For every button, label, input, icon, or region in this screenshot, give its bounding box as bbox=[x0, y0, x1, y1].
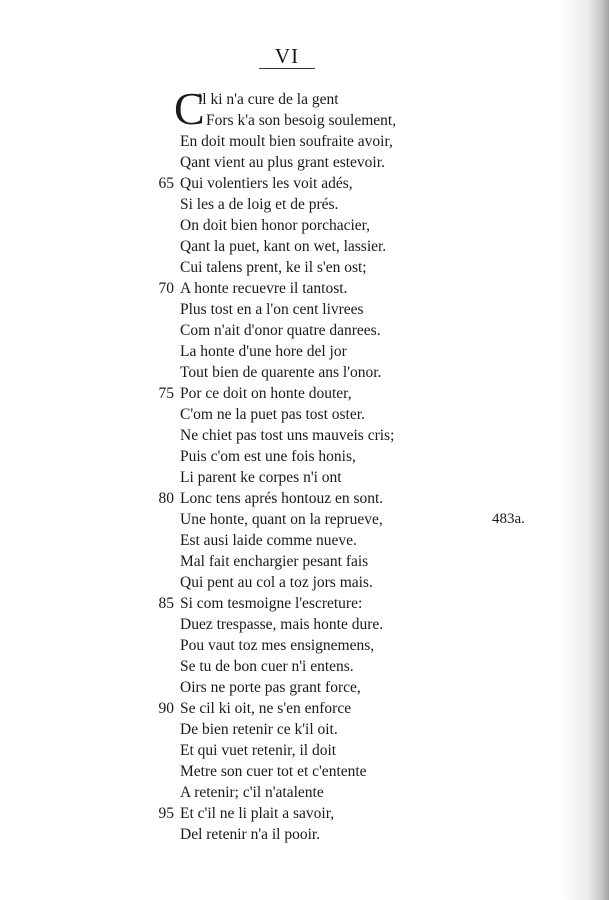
verse-text: Est ausi laide comme nueve. bbox=[180, 532, 357, 549]
verse-text: Qant vient au plus grant estevoir. bbox=[180, 154, 385, 171]
verse-text: Qant la puet, kant on wet, lassier. bbox=[180, 238, 387, 255]
verse-text: Pou vaut toz mes ensignemens, bbox=[180, 637, 375, 654]
verse-text: Et c'il ne li plait a savoir, bbox=[180, 805, 335, 822]
verse-line bbox=[0, 782, 609, 803]
verse-line bbox=[0, 614, 609, 635]
verse-line bbox=[0, 110, 609, 131]
verse-text: Li parent ke corpes n'i ont bbox=[180, 469, 342, 486]
verse-text: Del retenir n'a il pooir. bbox=[180, 826, 321, 843]
verse-line bbox=[0, 677, 609, 698]
verse-text: Metre son cuer tot et c'entente bbox=[180, 763, 367, 780]
verse-text: Se tu de bon cuer n'i entens. bbox=[180, 658, 354, 675]
heading-rule bbox=[259, 68, 315, 69]
verse-line bbox=[0, 215, 609, 236]
verse-line bbox=[0, 425, 609, 446]
verse-line bbox=[0, 824, 609, 845]
line-number: 80 bbox=[158, 490, 174, 507]
verse-text: A retenir; c'il n'atalente bbox=[180, 784, 324, 801]
page-heading: VI bbox=[274, 44, 300, 68]
verse-text: Tout bien de quarente ans l'onor. bbox=[180, 364, 382, 381]
verse-line bbox=[0, 152, 609, 173]
verse-line bbox=[0, 341, 609, 362]
verse-text: Ne chiet pas tost uns mauveis cris; bbox=[180, 427, 395, 444]
verse-text: Si com tesmoigne l'escreture: bbox=[180, 595, 363, 612]
verse-line bbox=[0, 656, 609, 677]
verse-line bbox=[0, 509, 609, 530]
line-number: 70 bbox=[158, 280, 174, 297]
verse-text: Plus tost en a l'on cent livrees bbox=[180, 301, 364, 318]
verse-text: Fors k'a son besoig soulement, bbox=[206, 112, 397, 129]
verse-text: Cui talens prent, ke il s'en ost; bbox=[180, 259, 367, 276]
verse-text: Qui volentiers les voit adés, bbox=[180, 175, 353, 192]
verse-text: Por ce doit on honte douter, bbox=[180, 385, 352, 402]
verse-line bbox=[0, 488, 609, 509]
line-number: 65 bbox=[158, 175, 174, 192]
verse-line bbox=[0, 551, 609, 572]
verse-line bbox=[0, 572, 609, 593]
verse-text: Com n'ait d'onor quatre danrees. bbox=[180, 322, 381, 339]
verse-text: De bien retenir ce k'il oit. bbox=[180, 721, 338, 738]
verse-line bbox=[0, 194, 609, 215]
verse-text: A honte recuevre il tantost. bbox=[180, 280, 348, 297]
verse-line bbox=[0, 698, 609, 719]
line-number: 75 bbox=[158, 385, 174, 402]
verse-line bbox=[0, 299, 609, 320]
verse-line bbox=[0, 383, 609, 404]
verse-text: Si les a de loig et de prés. bbox=[180, 196, 339, 213]
verse-line bbox=[0, 803, 609, 824]
verse-line bbox=[0, 89, 609, 110]
verse-line bbox=[0, 635, 609, 656]
verse-text: Mal fait enchargier pesant fais bbox=[180, 553, 369, 570]
line-number: 95 bbox=[158, 805, 174, 822]
drop-cap: C bbox=[174, 83, 205, 134]
verse-line bbox=[0, 446, 609, 467]
verse-text: Lonc tens aprés hontouz en sont. bbox=[180, 490, 384, 507]
verse-text: On doit bien honor porchacier, bbox=[180, 217, 371, 234]
line-number: 85 bbox=[158, 595, 174, 612]
verse-line bbox=[0, 467, 609, 488]
verse-line bbox=[0, 257, 609, 278]
verse-line bbox=[0, 740, 609, 761]
margin-folio-note: 483a. bbox=[492, 511, 525, 527]
verse-line bbox=[0, 593, 609, 614]
verse-line bbox=[0, 131, 609, 152]
verse-line bbox=[0, 320, 609, 341]
verse-line bbox=[0, 761, 609, 782]
verse-text: Oirs ne porte pas grant force, bbox=[180, 679, 361, 696]
verse-text: Duez trespasse, mais honte dure. bbox=[180, 616, 384, 633]
line-number: 90 bbox=[158, 700, 174, 717]
verse-line bbox=[0, 362, 609, 383]
verse-line bbox=[0, 173, 609, 194]
verse-line bbox=[0, 236, 609, 257]
verse-text: Se cil ki oit, ne s'en enforce bbox=[180, 700, 352, 717]
verse-text: En doit moult bien soufraite avoir, bbox=[180, 133, 393, 150]
verse-line bbox=[0, 530, 609, 551]
verse-line bbox=[0, 719, 609, 740]
verse-line bbox=[0, 404, 609, 425]
verse-text: Qui pent au col a toz jors mais. bbox=[180, 574, 373, 591]
verse-text: C'om ne la puet pas tost oster. bbox=[180, 406, 365, 423]
verse-line bbox=[0, 278, 609, 299]
poem-body bbox=[0, 89, 609, 845]
verse-text: Puis c'om est une fois honis, bbox=[180, 448, 356, 465]
verse-text: il ki n'a cure de la gent bbox=[198, 91, 339, 108]
verse-text: La honte d'une hore del jor bbox=[180, 343, 347, 360]
verse-text: Une honte, quant on la reprueve, bbox=[180, 511, 383, 528]
verse-text: Et qui vuet retenir, il doit bbox=[180, 742, 337, 759]
